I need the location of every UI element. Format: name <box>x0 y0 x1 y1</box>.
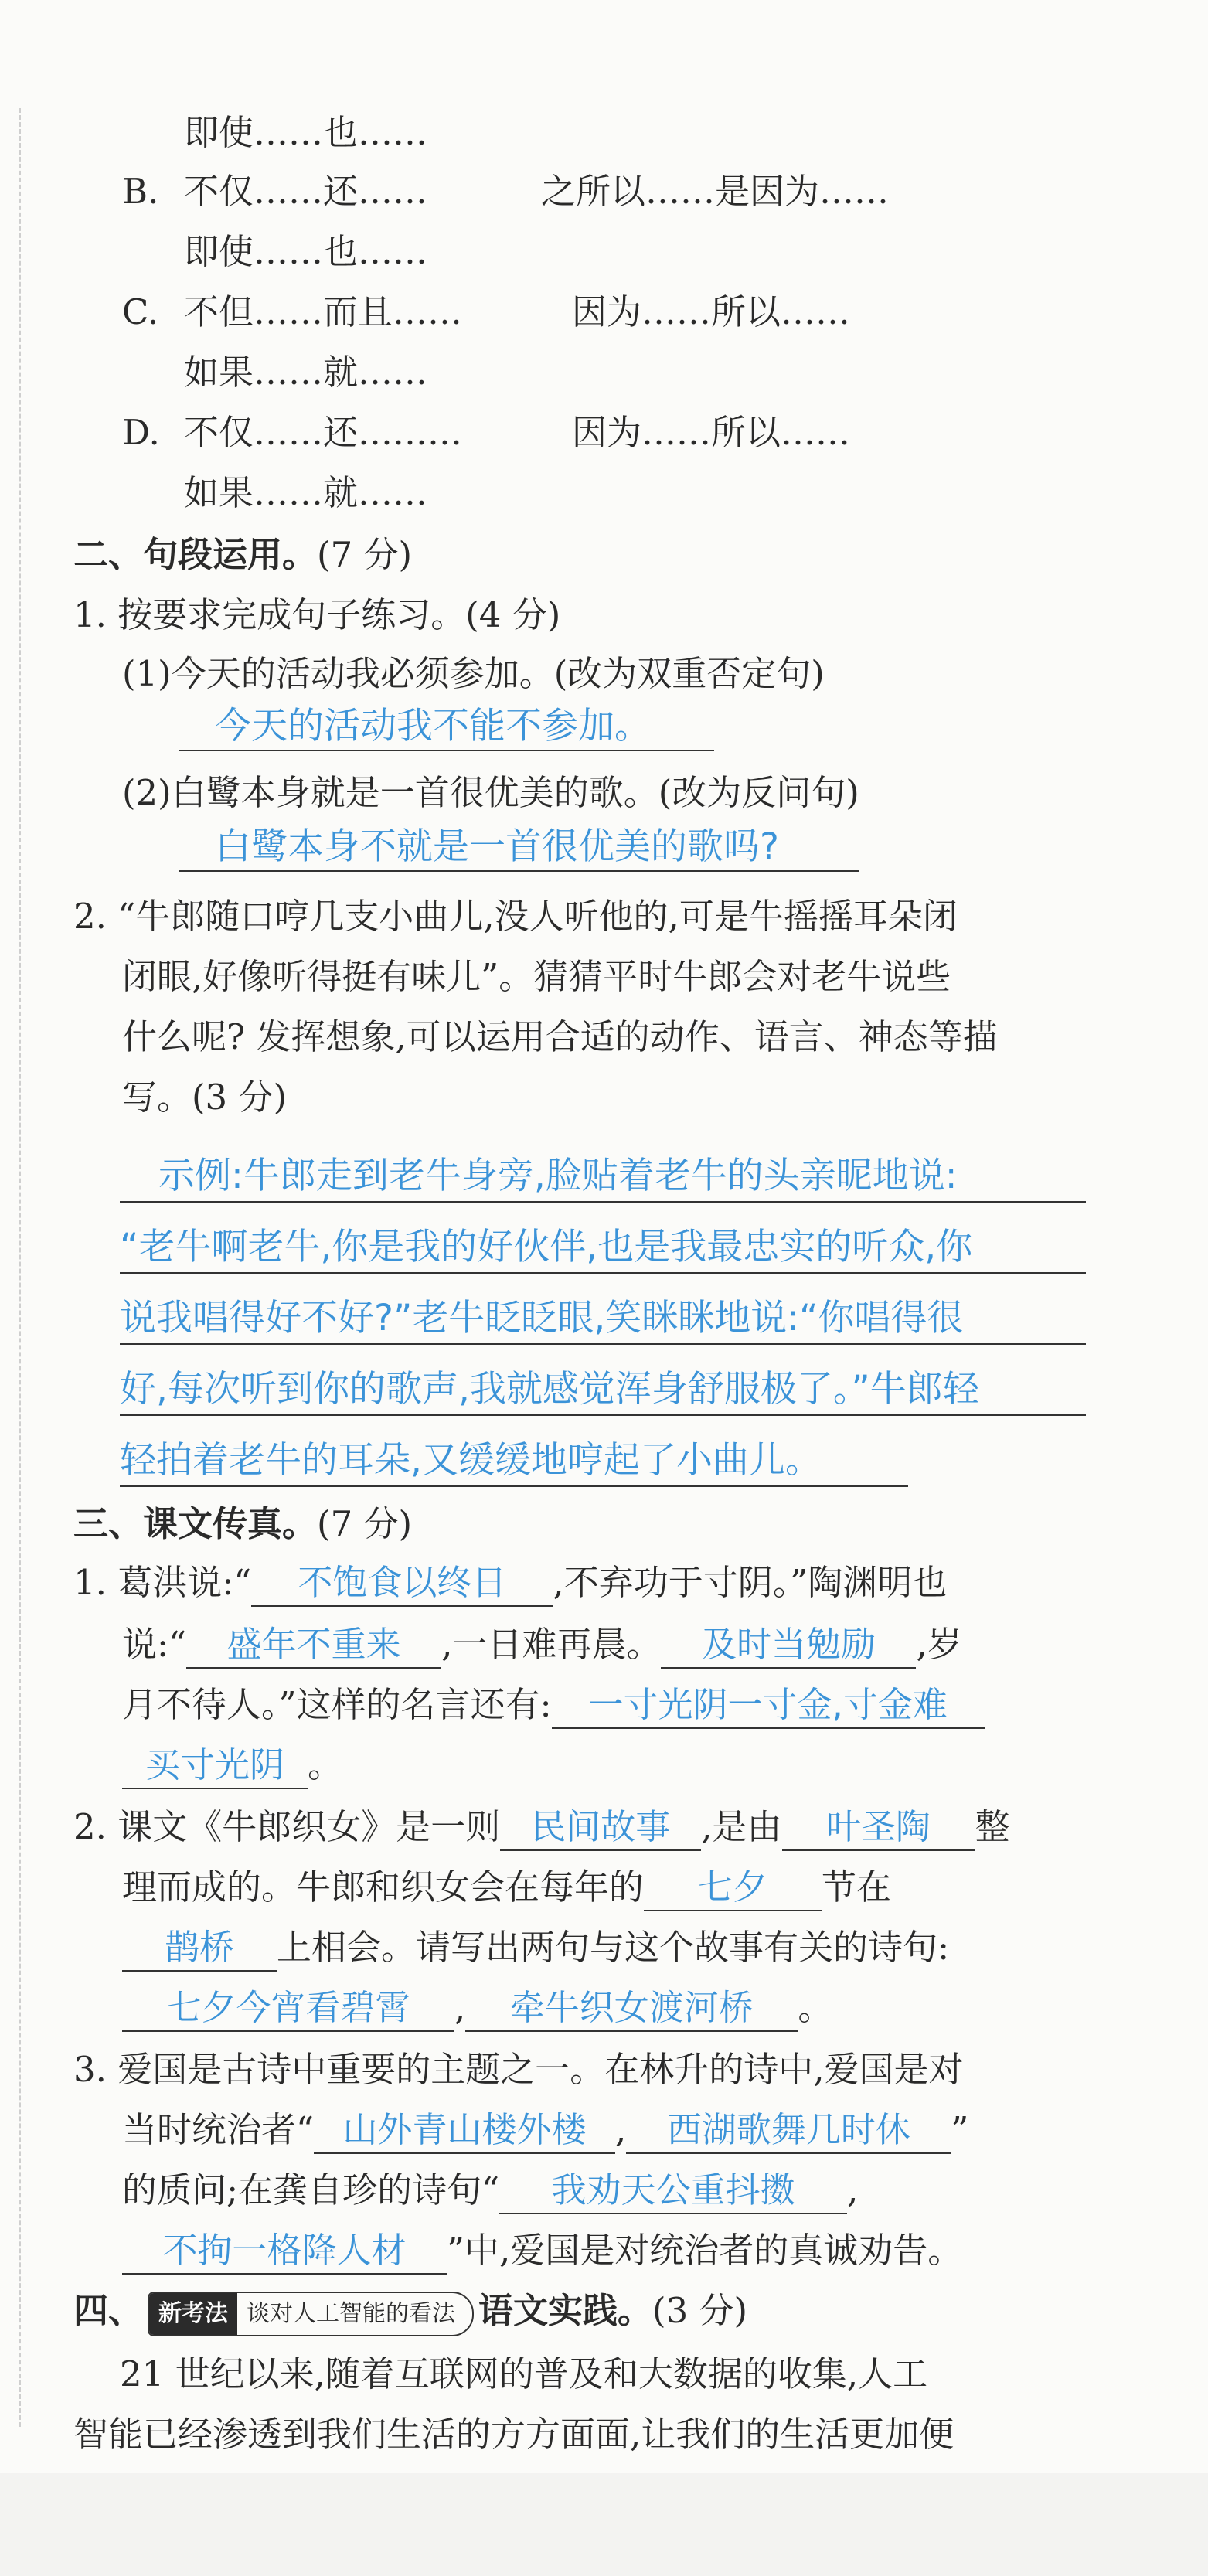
answer-underline <box>120 1414 1086 1416</box>
option-c-label: C. <box>122 291 159 332</box>
blank-answer: 盛年不重来 <box>186 1622 441 1669</box>
option-d-continuation: 如果……就…… <box>184 472 428 513</box>
s2-q2-line-1: 2. “牛郎随口哼几支小曲儿,没人听他的,可是牛摇摇耳朵闭 <box>73 896 958 937</box>
s2-q1-1-answer: 今天的活动我不能不参加。 <box>215 705 651 747</box>
s2-q2-answer-line-2: “老牛啊老牛,你是我的好伙伴,也是我最忠实的听众,你 <box>120 1226 973 1268</box>
text: ”中,爱国是对统治者的真诚劝告。 <box>447 2230 963 2271</box>
s3-q3-line-2 <box>122 2107 968 2154</box>
option-d-label: D. <box>122 412 160 453</box>
text: ,一日难再晨。 <box>441 1624 662 1665</box>
s2-q2-answer-line-4: 好,每次听到你的歌声,我就感觉浑身舒服极了。”牛郎轻 <box>120 1368 979 1411</box>
option-d-col1: 不仅……还……… <box>184 412 463 453</box>
blank-answer: 七夕 <box>644 1865 822 1911</box>
blank-answer: 不拘一格降人材 <box>122 2228 447 2275</box>
blank-answer: 鹊桥 <box>122 1925 277 1972</box>
answer-underline <box>179 750 714 751</box>
blank-answer: 西湖歌舞几时休 <box>626 2108 951 2154</box>
option-c-col2: 因为……所以…… <box>572 291 851 332</box>
text: 1. 葛洪说:“ <box>73 1562 252 1603</box>
s3-q2-line-4 <box>122 1985 832 2032</box>
blank-answer: 买寸光阴 <box>122 1743 308 1789</box>
text: ,岁 <box>916 1624 962 1665</box>
text: ” <box>951 2109 969 2150</box>
section3-score: (7 分) <box>317 1503 413 1544</box>
section4-number: 四、 <box>73 2290 144 2331</box>
s2-q1-2-prompt: (2)白鹭本身就是一首很优美的歌。(改为反问句) <box>122 772 859 813</box>
section4-heading <box>73 2286 747 2336</box>
text: 上相会。请写出两句与这个故事有关的诗句: <box>277 1927 950 1968</box>
option-b-col2: 之所以……是因为…… <box>541 171 890 212</box>
option-c-continuation: 如果……就…… <box>184 352 428 393</box>
tag-key: 新考法 <box>149 2293 237 2335</box>
option-b-label: B. <box>122 171 159 212</box>
s3-q2-line-3 <box>122 1924 949 1972</box>
s3-q1-line-2 <box>122 1621 962 1669</box>
blank-answer: 及时当勉励 <box>661 1622 916 1669</box>
s3-q1-line-3 <box>122 1682 985 1729</box>
answer-underline <box>120 1485 908 1487</box>
s2-q1-prompt: 1. 按要求完成句子练习。(4 分) <box>73 594 561 635</box>
s3-q1-line-1 <box>73 1560 947 1607</box>
binding-margin-line <box>19 108 21 2427</box>
text: , <box>615 2109 627 2150</box>
blank-answer: 一寸光阴一寸金,寸金难 <box>552 1683 985 1729</box>
s3-q3-line-4 <box>122 2227 962 2275</box>
blank-answer: 我劝天公重抖擞 <box>499 2168 847 2214</box>
answer-underline <box>120 1272 1086 1274</box>
option-d-col2: 因为……所以…… <box>572 412 851 453</box>
text: 理而成的。牛郎和织女会在每年的 <box>122 1866 645 1907</box>
s2-q1-2-answer: 白鹭本身不就是一首很优美的歌吗? <box>215 825 779 868</box>
s2-q2-line-4: 写。(3 分) <box>122 1077 288 1118</box>
text: 月不待人。”这样的名言还有: <box>122 1684 552 1725</box>
s4-paragraph-line-2: 智能已经渗透到我们生活的方方面面,让我们的生活更加便 <box>73 2414 954 2455</box>
new-exam-tag <box>148 2292 474 2336</box>
option-c-col1: 不但……而且…… <box>184 291 463 332</box>
s3-q3-line-1: 3. 爱国是古诗中重要的主题之一。在林升的诗中,爱国是对 <box>73 2049 964 2090</box>
section4-score: (3 分) <box>652 2290 748 2331</box>
s3-q2-line-2 <box>122 1864 891 1911</box>
s2-q2-answer-line-3: 说我唱得好不好?”老牛眨眨眼,笑眯眯地说:“你唱得很 <box>120 1297 964 1339</box>
text: 说:“ <box>122 1624 187 1665</box>
text: ,是由 <box>701 1806 782 1847</box>
blank-answer: 叶圣陶 <box>782 1805 975 1851</box>
section3-title: 三、课文传真。 <box>73 1503 318 1544</box>
s4-paragraph-line-1: 21 世纪以来,随着互联网的普及和大数据的收集,人工 <box>120 2353 928 2394</box>
text: 节在 <box>822 1866 892 1907</box>
s3-q1-line-4 <box>122 1742 342 1789</box>
answer-underline <box>120 1343 1086 1345</box>
text: , <box>454 1987 466 2028</box>
s2-q2-answer-line-1: 示例:牛郎走到老牛身旁,脸贴着老牛的头亲昵地说: <box>158 1155 958 1197</box>
text: 。 <box>308 1744 343 1785</box>
tag-text: 谈对人工智能的看法 <box>247 2299 456 2327</box>
section2-heading <box>73 532 412 578</box>
blank-answer: 牵牛织女渡河桥 <box>465 1986 798 2032</box>
text: 整 <box>975 1806 1010 1847</box>
blank-answer: 不饱食以终日 <box>251 1560 553 1607</box>
blank-answer: 山外青山楼外楼 <box>314 2108 615 2154</box>
s3-q2-line-1 <box>73 1804 1010 1851</box>
option-b-continuation: 即使……也…… <box>184 231 428 272</box>
s2-q2-answer-line-5: 轻拍着老牛的耳朵,又缓缓地哼起了小曲儿。 <box>120 1439 822 1482</box>
text: ,不弃功于寸阴。”陶渊明也 <box>553 1562 948 1603</box>
option-a-continuation: 即使……也…… <box>184 112 428 153</box>
section2-title: 二、句段运用。 <box>73 534 318 575</box>
section3-heading <box>73 1501 412 1547</box>
answer-underline <box>179 870 859 872</box>
option-b-col1: 不仅……还…… <box>184 171 428 212</box>
s2-q1-1-prompt: (1)今天的活动我必须参加。(改为双重否定句) <box>122 653 825 694</box>
section4-title: 语文实践。 <box>478 2290 653 2331</box>
page-bottom-shadow <box>0 2473 1208 2576</box>
text: , <box>847 2169 859 2210</box>
text: 当时统治者“ <box>122 2109 315 2150</box>
s3-q3-line-3 <box>122 2167 858 2214</box>
text: 的质问;在龚自珍的诗句“ <box>122 2169 500 2210</box>
text: 2. 课文《牛郎织女》是一则 <box>73 1806 501 1847</box>
text: 。 <box>798 1987 833 2028</box>
section2-score: (7 分) <box>317 534 413 575</box>
blank-answer: 七夕今宵看碧霄 <box>122 1986 454 2032</box>
blank-answer: 民间故事 <box>500 1805 701 1851</box>
answer-underline <box>120 1201 1086 1203</box>
s2-q2-line-3: 什么呢? 发挥想象,可以运用合适的动作、语言、神态等描 <box>122 1016 998 1057</box>
s2-q2-line-2: 闭眼,好像听得挺有味儿”。猜猜平时牛郎会对老牛说些 <box>122 956 951 997</box>
